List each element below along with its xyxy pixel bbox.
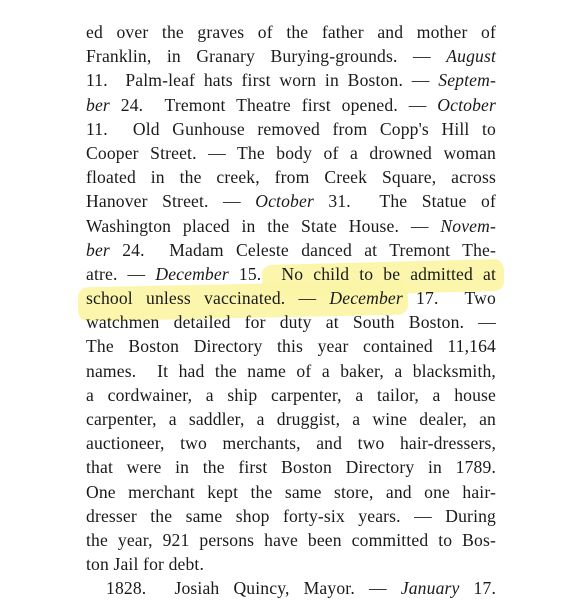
text-line bbox=[86, 214, 496, 238]
text-run: dresser the same shop forty-six years. — During bbox=[86, 505, 496, 526]
text-run: a cordwainer, a ship carpenter, a tailor, a house bbox=[86, 384, 496, 405]
italic-text: December bbox=[329, 288, 403, 309]
text-run: The Boston Directory this year contained 11,164 bbox=[86, 336, 496, 357]
italic-text: October bbox=[437, 94, 496, 115]
italic-text: August bbox=[446, 46, 496, 67]
italic-text: December bbox=[155, 263, 229, 284]
text-run: carpenter, a saddler, a druggist, a wine dealer, an bbox=[86, 409, 496, 429]
text-line bbox=[86, 68, 496, 92]
text-run: watchmen detailed for duty at South Boston. — bbox=[86, 312, 496, 333]
text-run: 24. Tremont Theatre first opened. — bbox=[109, 94, 438, 115]
text-run: auctioneer, two merchants, and two hair-dressers, bbox=[86, 433, 496, 454]
text-line bbox=[86, 189, 496, 213]
text-line bbox=[86, 93, 496, 117]
italic-text: Novem- bbox=[440, 215, 496, 236]
text-line bbox=[86, 504, 496, 528]
text-run: the year, 921 persons have been committed to Bos- bbox=[86, 529, 496, 550]
text-line bbox=[86, 44, 496, 68]
text-run: Franklin, in Granary Burying-grounds. — bbox=[86, 46, 447, 67]
italic-text: January bbox=[400, 578, 460, 599]
text-run: 15. No child to be admitted at bbox=[228, 263, 496, 284]
italic-text: ber bbox=[86, 94, 110, 115]
text-run: 31. The Statue of bbox=[313, 191, 496, 212]
text-run: floated in the creek, from Creek Square, across bbox=[86, 167, 496, 188]
text-line bbox=[86, 141, 496, 165]
italic-text: October bbox=[255, 191, 314, 212]
text-run: school unless vaccinated. — bbox=[86, 288, 330, 309]
text-run: 1828. Josiah Quincy, Mayor. — bbox=[106, 578, 401, 599]
text-run: One merchant kept the same store, and one hair- bbox=[86, 481, 496, 502]
text-run: that were in the first Boston Directory in 1789. bbox=[86, 457, 496, 478]
text-line bbox=[86, 310, 496, 334]
text-line bbox=[86, 286, 496, 310]
text-run: names. It had the name of a baker, a blacksmith, bbox=[86, 360, 496, 381]
text-line bbox=[86, 431, 496, 455]
text-line bbox=[86, 20, 496, 44]
text-line bbox=[86, 407, 496, 431]
italic-text: ber bbox=[86, 239, 110, 260]
text-line bbox=[86, 165, 496, 189]
text-line bbox=[86, 552, 496, 576]
text-run: 11. Palm-leaf hats first worn in Boston. — bbox=[86, 70, 439, 91]
text-run: Cooper Street. — The body of a drowned woman bbox=[86, 142, 496, 163]
text-run: 17. Two bbox=[402, 288, 496, 309]
text-line bbox=[86, 480, 496, 504]
text-run: Hanover Street. — bbox=[86, 191, 256, 212]
text-line bbox=[86, 455, 496, 479]
text-line bbox=[86, 359, 496, 383]
text-line bbox=[86, 383, 496, 407]
text-line bbox=[86, 576, 496, 600]
text-line bbox=[86, 117, 496, 141]
text-line bbox=[86, 262, 496, 286]
text-line bbox=[86, 238, 496, 262]
text-line bbox=[86, 528, 496, 552]
text-line bbox=[86, 334, 496, 358]
text-run: 17. bbox=[459, 578, 496, 599]
text-run: ton Jail for debt. bbox=[86, 554, 205, 575]
italic-text: Septem- bbox=[438, 70, 496, 91]
text-run: ed over the graves of the father and mother of bbox=[86, 22, 496, 42]
text-run: Washington placed in the State House. — bbox=[86, 215, 441, 236]
text-run: atre. — bbox=[86, 263, 156, 284]
body-text bbox=[86, 20, 496, 601]
text-run: 11. Old Gunhouse removed from Copp's Hill to bbox=[86, 118, 496, 139]
text-run: 24. Madam Celeste danced at Tremont The- bbox=[109, 239, 496, 260]
